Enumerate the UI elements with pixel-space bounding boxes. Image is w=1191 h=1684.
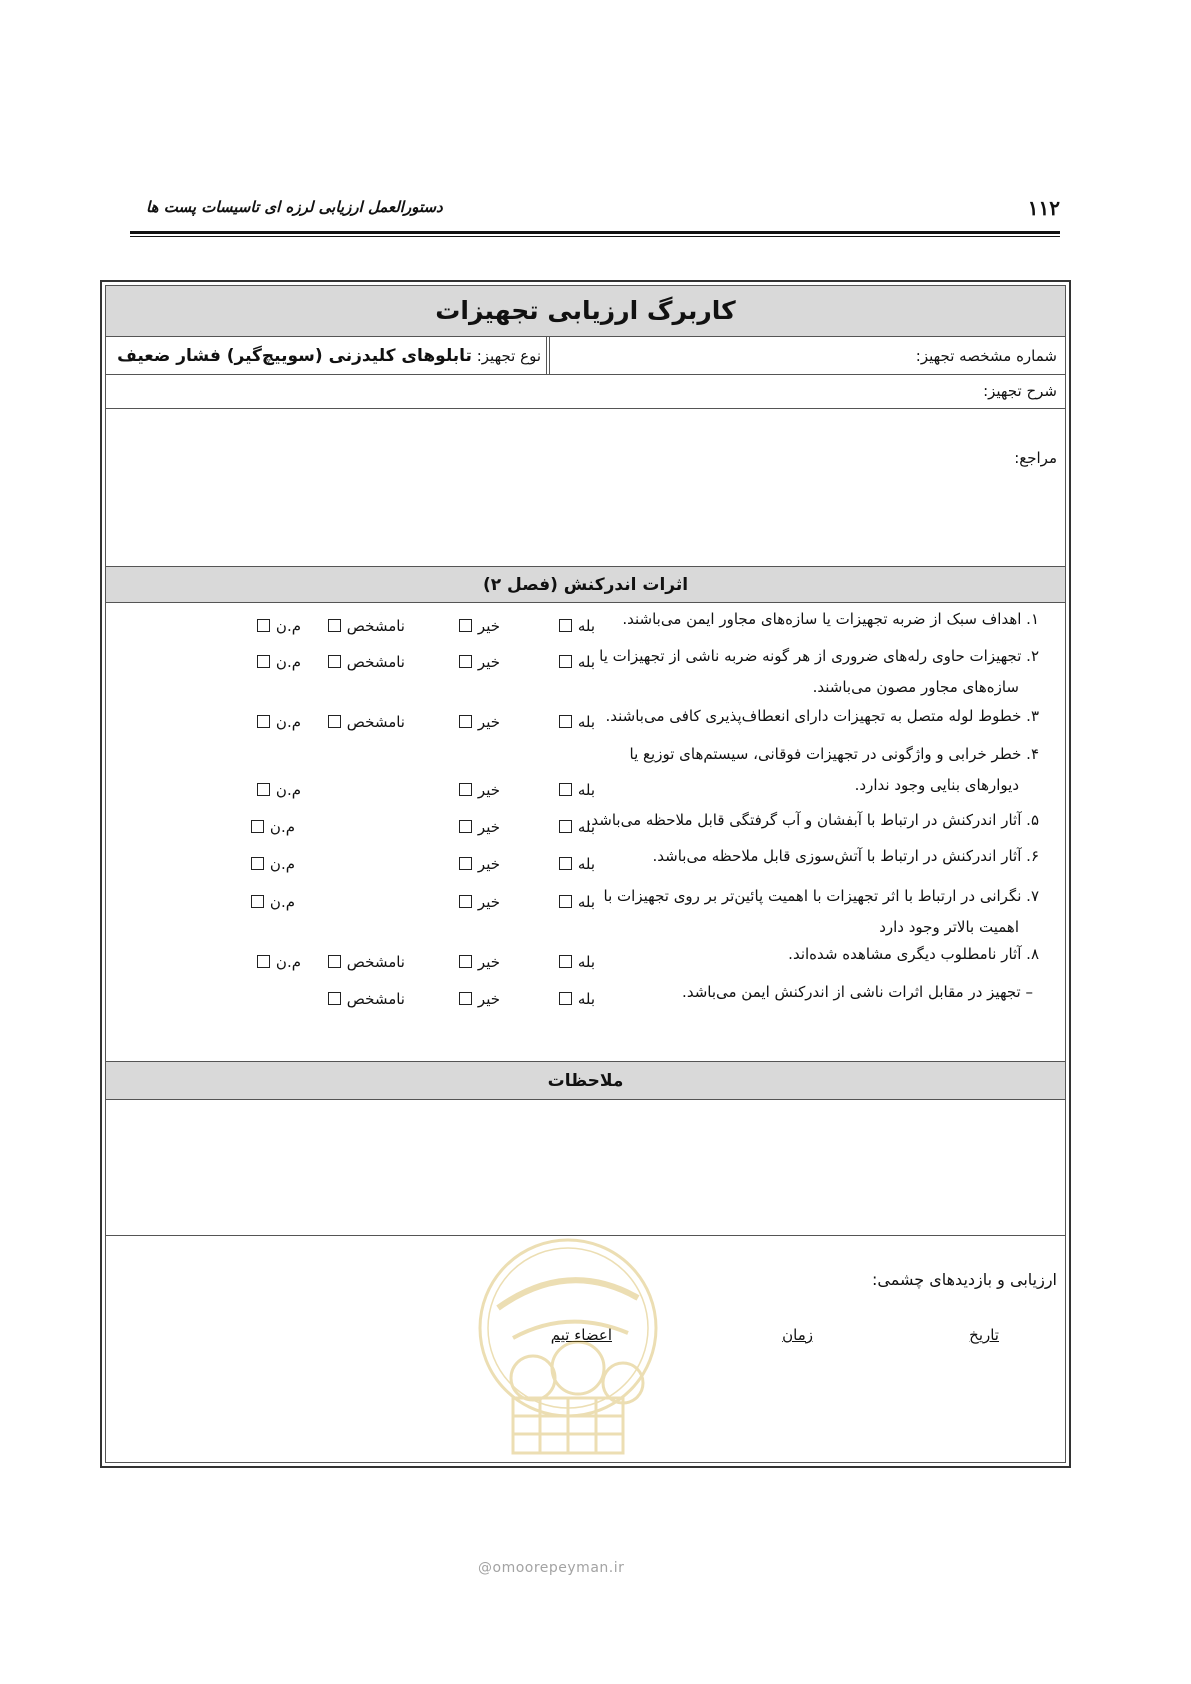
section-header-interaction	[106, 566, 1065, 602]
na-checkbox[interactable]: م.ن	[245, 891, 295, 913]
visual-inspection-label: ارزیابی و بازدیدهای چشمی:	[871, 1270, 1057, 1289]
no-checkbox[interactable]: خیر	[453, 891, 500, 913]
na-checkbox[interactable]: م.ن	[251, 651, 301, 673]
header-rule-thin	[130, 236, 1060, 237]
description-row[interactable]	[106, 374, 1065, 408]
watermark-logo	[458, 1238, 678, 1478]
interaction-items	[106, 602, 1065, 1061]
na-checkbox[interactable]: م.ن	[251, 615, 301, 637]
yes-checkbox[interactable]: بله	[553, 816, 595, 838]
notes-area[interactable]	[106, 1099, 1065, 1235]
yes-checkbox[interactable]: بله	[553, 711, 595, 733]
team-members-column-label: اعضاء تیم	[550, 1326, 612, 1344]
list-item	[559, 881, 1039, 943]
watermark-url: @omoorepeyman.ir	[478, 1560, 625, 1576]
no-checkbox[interactable]: خیر	[453, 988, 500, 1010]
item-text: ۷. نگرانی در ارتباط با اثر تجهیزات با اهمیت پائین‌تر بر روی تجهیزات با	[603, 887, 1039, 905]
no-checkbox[interactable]: خیر	[453, 711, 500, 733]
na-checkbox[interactable]: م.ن	[245, 853, 295, 875]
item-text: ۱. اهداف سبک از ضربه تجهیزات یا سازه‌های مجاور ایمن می‌باشند.	[622, 610, 1039, 628]
item-text: ۸. آثار نامطلوب دیگری مشاهده شده‌اند.	[788, 945, 1039, 963]
na-checkbox[interactable]: م.ن	[251, 951, 301, 973]
na-checkbox[interactable]: م.ن	[245, 816, 295, 838]
no-checkbox[interactable]: خیر	[453, 615, 500, 637]
list-item	[559, 641, 1039, 703]
list-item	[559, 841, 1039, 872]
unknown-checkbox[interactable]: نامشخص	[322, 711, 405, 733]
na-checkbox[interactable]: م.ن	[251, 779, 301, 801]
page-header	[130, 196, 1060, 232]
item-text: ۵. آثار اندرکنش در ارتباط با آبفشان و آب گرفتگی قابل ملاحظه می‌باشد.	[586, 811, 1039, 829]
list-item	[559, 701, 1039, 732]
identification-row	[106, 336, 1065, 374]
list-item	[559, 977, 1039, 1008]
yes-checkbox[interactable]: بله	[553, 988, 595, 1010]
notes-title: ملاحظات	[547, 1071, 624, 1091]
description-label: شرح تجهیز:	[983, 382, 1057, 400]
unknown-checkbox[interactable]: نامشخص	[322, 651, 405, 673]
yes-checkbox[interactable]: بله	[553, 651, 595, 673]
item-text: دیوارهای بنایی وجود ندارد.	[854, 776, 1019, 794]
no-checkbox[interactable]: خیر	[453, 816, 500, 838]
header-rule	[130, 231, 1060, 234]
section-title: اثرات اندرکنش (فصل ۲)	[482, 575, 689, 595]
item-text: ۲. تجهیزات حاوی رله‌های ضروری از هر گونه ضربه ناشی از تجهیزات یا	[599, 647, 1039, 665]
running-title: دستورالعمل ارزیابی لرزه ای تاسیسات پست ها	[146, 198, 443, 216]
list-item	[559, 604, 1039, 635]
yes-checkbox[interactable]: بله	[553, 891, 595, 913]
item-text: ۳. خطوط لوله متصل به تجهیزات دارای انعطاف‌پذیری کافی می‌باشند.	[605, 707, 1039, 725]
unknown-checkbox[interactable]: نامشخص	[322, 988, 405, 1010]
item-text: ۴. خطر خرابی و واژگونی در تجهیزات فوقانی، سیستم‌های توزیع یا	[629, 745, 1039, 763]
na-checkbox[interactable]: م.ن	[251, 711, 301, 733]
equipment-id-cell[interactable]	[546, 337, 1065, 374]
no-checkbox[interactable]: خیر	[453, 651, 500, 673]
list-item	[559, 739, 1039, 801]
equipment-type-value: تابلوهای کلیدزنی (سوییچ‌گیر) فشار ضعیف	[117, 346, 472, 366]
equipment-type-label: نوع تجهیز:	[476, 347, 541, 365]
form-title-row	[106, 286, 1065, 336]
references-row[interactable]	[106, 408, 1065, 566]
equipment-type-cell	[106, 337, 550, 374]
notes-header	[106, 1061, 1065, 1099]
unknown-checkbox[interactable]: نامشخص	[322, 615, 405, 637]
equipment-id-label: شماره مشخصه تجهیز:	[915, 347, 1057, 365]
time-column-label: زمان	[782, 1326, 813, 1344]
no-checkbox[interactable]: خیر	[453, 779, 500, 801]
item-text: اهمیت بالاتر وجود دارد	[879, 918, 1019, 936]
item-text: ۶. آثار اندرکنش در ارتباط با آتش‌سوزی قابل ملاحظه می‌باشد.	[652, 847, 1039, 865]
yes-checkbox[interactable]: بله	[553, 951, 595, 973]
yes-checkbox[interactable]: بله	[553, 779, 595, 801]
page-number: ۱۱۲	[1027, 196, 1060, 220]
yes-checkbox[interactable]: بله	[553, 853, 595, 875]
item-text: سازه‌های مجاور مصون می‌باشند.	[812, 678, 1019, 696]
list-item	[559, 805, 1039, 836]
form-title: کاربرگ ارزیابی تجهیزات	[435, 296, 736, 325]
date-column-label: تاریخ	[969, 1326, 999, 1344]
no-checkbox[interactable]: خیر	[453, 951, 500, 973]
references-label: مراجع:	[1014, 449, 1057, 467]
no-checkbox[interactable]: خیر	[453, 853, 500, 875]
yes-checkbox[interactable]: بله	[553, 615, 595, 637]
unknown-checkbox[interactable]: نامشخص	[322, 951, 405, 973]
item-text: – تجهیز در مقابل اثرات ناشی از اندرکنش ایمن می‌باشد.	[682, 983, 1033, 1001]
list-item	[559, 939, 1039, 970]
